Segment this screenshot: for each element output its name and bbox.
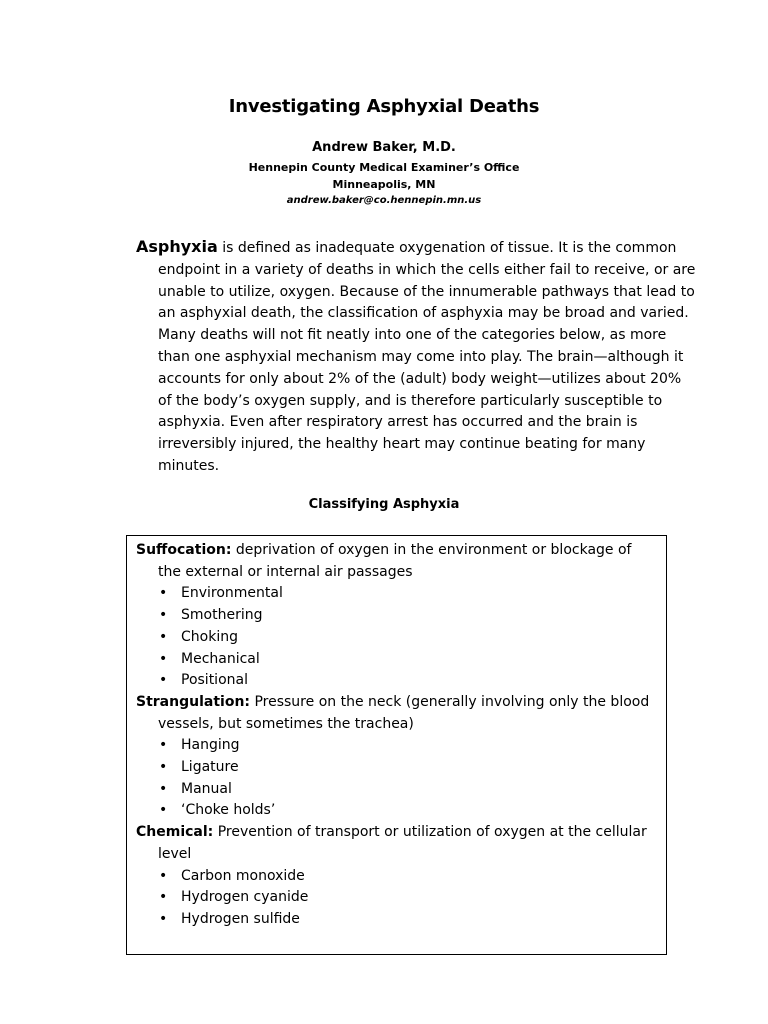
category-description: Prevention of transport or utilization of oxygen at the cellular level bbox=[158, 824, 647, 862]
list-item-label: Hydrogen cyanide bbox=[181, 889, 309, 906]
list-item bbox=[136, 779, 656, 801]
bullet-icon: • bbox=[159, 759, 168, 776]
category-name: Chemical: bbox=[136, 824, 214, 841]
bullet-icon: • bbox=[159, 607, 168, 624]
category-description: deprivation of oxygen in the environment or blockage of the external or internal air passages bbox=[158, 542, 632, 580]
category-items bbox=[136, 866, 656, 931]
intro-text: is defined as inadequate oxygenation of tissue. It is the common endpoint in a variety of deaths in which the cells either fail to receive, or are unable to utilize, oxygen. Because of the innumerable pathways that lead to an asphyxial death, the classification of asphyxia may be broad and varied. Many deaths will not fit neatly into one of the categories below, as more than one asphyxial mechanism may come into play. The brain—although it accounts for only about 2% of the (adult) body weight—utilizes about 20% of the body’s oxygen supply, and is therefore particularly susceptible to asphyxia. Even after respiratory arrest has occurred and the brain is irreversibly injured, the healthy heart may continue beating for many minutes. bbox=[158, 240, 696, 474]
list-item bbox=[136, 649, 656, 671]
category-name: Strangulation: bbox=[136, 693, 251, 710]
list-item bbox=[136, 605, 656, 627]
bullet-icon: • bbox=[159, 585, 168, 602]
bullet-icon: • bbox=[159, 802, 168, 819]
list-item-label: Hydrogen sulfide bbox=[181, 910, 300, 927]
list-item-label: Carbon monoxide bbox=[181, 867, 305, 884]
list-item bbox=[136, 909, 656, 931]
author-name: Andrew Baker, M.D. bbox=[312, 140, 456, 155]
list-item-label: Manual bbox=[181, 780, 232, 797]
list-item-label: Hanging bbox=[181, 737, 240, 754]
list-item-label: Ligature bbox=[181, 759, 239, 776]
bullet-icon: • bbox=[159, 737, 168, 754]
category-entry bbox=[136, 540, 656, 583]
category-items bbox=[136, 583, 656, 692]
author-city: Minneapolis, MN bbox=[332, 178, 436, 191]
list-item bbox=[136, 757, 656, 779]
intro-paragraph bbox=[136, 236, 698, 478]
bullet-icon: • bbox=[159, 867, 168, 884]
classification-heading: Classifying Asphyxia bbox=[308, 497, 460, 512]
bullet-icon: • bbox=[159, 650, 168, 667]
list-item bbox=[136, 583, 656, 605]
list-item-label: Choking bbox=[181, 628, 238, 645]
bullet-icon: • bbox=[159, 910, 168, 927]
category-name: Suffocation: bbox=[136, 542, 232, 558]
category-items bbox=[136, 735, 656, 822]
list-item bbox=[136, 670, 656, 692]
list-item bbox=[136, 627, 656, 649]
author-office: Hennepin County Medical Examiner’s Office bbox=[248, 161, 520, 174]
list-item-label: Smothering bbox=[181, 607, 263, 624]
bullet-icon: • bbox=[159, 628, 168, 645]
category-description: Pressure on the neck (generally involving only the blood vessels, but sometimes the trachea) bbox=[158, 693, 650, 732]
intro-lead-term: Asphyxia bbox=[136, 237, 218, 256]
bullet-icon: • bbox=[159, 889, 168, 906]
list-item bbox=[136, 887, 656, 909]
classification-list bbox=[136, 540, 656, 931]
bullet-icon: • bbox=[159, 780, 168, 797]
list-item bbox=[136, 735, 656, 757]
classification-box bbox=[126, 535, 667, 955]
list-item bbox=[136, 800, 656, 822]
list-item-label: ‘Choke holds’ bbox=[181, 802, 276, 819]
bullet-icon: • bbox=[159, 672, 168, 689]
document-title: Investigating Asphyxial Deaths bbox=[228, 96, 540, 117]
category-entry bbox=[136, 822, 656, 865]
category-entry bbox=[136, 692, 656, 735]
author-email: andrew.baker@co.hennepin.mn.us bbox=[286, 195, 482, 206]
list-item-label: Environmental bbox=[181, 585, 283, 602]
list-item bbox=[136, 866, 656, 888]
list-item-label: Mechanical bbox=[181, 650, 260, 667]
list-item-label: Positional bbox=[181, 672, 248, 689]
